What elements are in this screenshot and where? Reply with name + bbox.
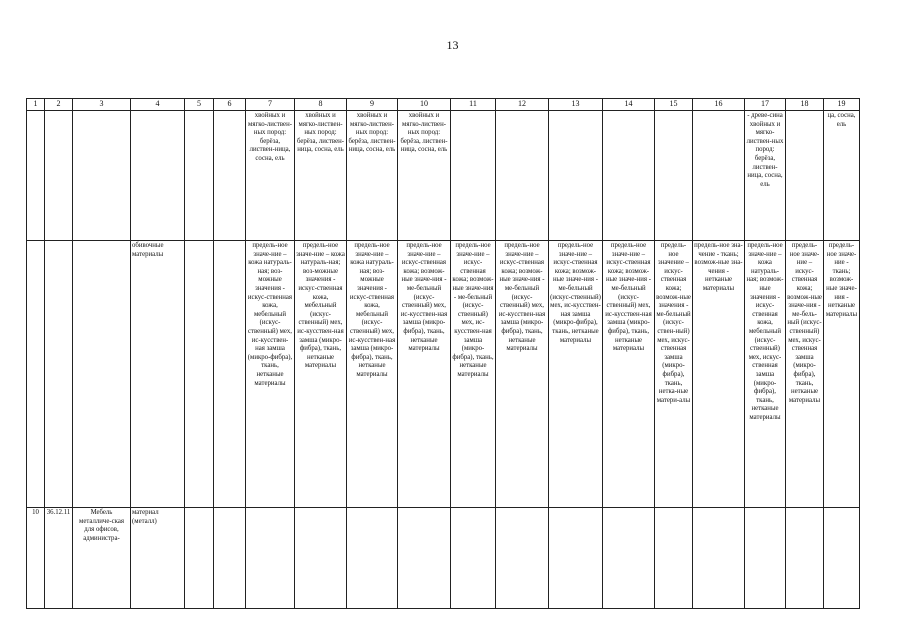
table-cell: материал (металл) [131, 508, 185, 609]
table-cell: предель-ное значе-ние - ткань; возмож-ные значе-ния - нетканые материалы [824, 241, 860, 508]
table-cell [451, 508, 496, 609]
table-cell [655, 508, 693, 609]
column-number: 11 [451, 99, 496, 111]
table-cell [214, 111, 246, 241]
column-number: 7 [246, 99, 295, 111]
table-cell: предель-ное значе-ние – кожа натураль-ная; воз-можные значения - искус-ственная кожа, мебельный (искус-ственный) мех, ис-кусствен-ная замша (микро-фибра), ткань, нетканые материалы [246, 241, 295, 508]
table-cell [246, 508, 295, 609]
table-cell [45, 111, 73, 241]
specification-table [26, 98, 860, 609]
column-number: 10 [398, 99, 451, 111]
header-row [27, 99, 860, 111]
table-cell [347, 508, 398, 609]
table-cell: предель-ное значе-ние – кожа натураль-ная; возмож-ные значения - искус-ственная кожа, мебельный (искус-ственный) мех, искус-ственная замша (микро-фибра), ткань, нетканые материалы [745, 241, 786, 508]
table-cell [131, 111, 185, 241]
table-cell [603, 111, 655, 241]
table-row [27, 111, 860, 241]
table-cell [496, 111, 549, 241]
table-cell: - древе-сина хвойных и мягко-листвен-ных пород: берёза, листвен-ница, сосна, ель [745, 111, 786, 241]
table-cell: предель-ное значе-ние – искус-ственная кожа; возмож-ные значе-ния - ме-бельный (искус-ственный) мех, ис-кусствен-ная замша (микро-фибра), ткань, нетканые материалы [549, 241, 603, 508]
column-number: 14 [603, 99, 655, 111]
table-cell [73, 111, 131, 241]
column-number: 15 [655, 99, 693, 111]
column-number: 17 [745, 99, 786, 111]
table-cell [214, 241, 246, 508]
table-cell [27, 241, 45, 508]
column-number: 5 [185, 99, 214, 111]
table-cell [786, 508, 824, 609]
table-cell: Мебель металличе-ская для офисов, администра- [73, 508, 131, 609]
table-cell: ца, сосна, ель [824, 111, 860, 241]
column-number: 12 [496, 99, 549, 111]
table-cell [73, 241, 131, 508]
table-cell: предель-ное значе-ние – искус-ственная кожа; возмож-ные значе-ния - ме-бельный (искус-ственный) мех, ис-кусствен-ная замша (микро-фибра), ткань, нетканые материалы [603, 241, 655, 508]
table-cell [398, 508, 451, 609]
table-cell [214, 508, 246, 609]
table-cell [693, 508, 745, 609]
table-cell [603, 508, 655, 609]
table-cell: хвойных и мягко-листвен-ных пород: берёза, листвен-ница, сосна, ель [398, 111, 451, 241]
column-number: 13 [549, 99, 603, 111]
column-number: 18 [786, 99, 824, 111]
column-number: 19 [824, 99, 860, 111]
table-row [27, 241, 860, 508]
table-cell [786, 111, 824, 241]
column-number: 6 [214, 99, 246, 111]
column-number: 8 [295, 99, 347, 111]
table-cell [451, 111, 496, 241]
table-row [27, 508, 860, 609]
table-cell: предель-ное значе-ние – кожа натураль-ная; воз-можные значения - искус-ственная кожа, мебельный (искус-ственный) мех, ис-кусствен-ная замша (микро-фибра), ткань, нетканые материалы [347, 241, 398, 508]
table-cell [295, 508, 347, 609]
table-cell [655, 111, 693, 241]
table-cell [27, 111, 45, 241]
table-cell: предель-ное зна-чение - ткань; возмож-ные зна-чения - нетканые материалы [693, 241, 745, 508]
column-number: 9 [347, 99, 398, 111]
table-cell [549, 508, 603, 609]
table-cell: предель-ное значе-ние – искус-ственная кожа; возмож-ные значе-ния - ме-бельный (искус-ственный) мех, ис-кусствен-ная замша (микро-фибра), ткань, нетканые материалы [496, 241, 549, 508]
table-cell: хвойных и мягко-листвен-ных пород: берёза, листвен-ница, сосна, ель [295, 111, 347, 241]
column-number: 16 [693, 99, 745, 111]
table-cell: предель-ное значение – искус-ственная кожа; возмож-ные значения - ме-бельный (искус-ствен-ный) мех, искус-ственная замша (микро-фибра), ткань, нетка-ные матери-алы [655, 241, 693, 508]
table-cell [185, 241, 214, 508]
table-cell [185, 111, 214, 241]
table-cell [496, 508, 549, 609]
table-cell [824, 508, 860, 609]
column-number: 3 [73, 99, 131, 111]
table-cell: предель-ное значе-ние – кожа натураль-ная; воз-можные значения - искус-ственная кожа, мебельный (искус-ственный) мех, ис-кусствен-ная замша (микро-фибра), ткань, нетканые материалы [295, 241, 347, 508]
table-cell: предель-ное значе-ние – искус-ственная кожа; возмож-ные значе-ния - ме-бельный (искус-ственный) мех, ис-кусствен-ная замша (микро-фибра), ткань, нетканые материалы [398, 241, 451, 508]
table-cell: 36.12.11 [45, 508, 73, 609]
table-cell [745, 508, 786, 609]
column-number: 4 [131, 99, 185, 111]
table-cell: хвойных и мягко-листвен-ных пород: берёза, листвен-ница, сосна, ель [347, 111, 398, 241]
table-cell: 10 [27, 508, 45, 609]
table-cell: хвойных и мягко-листвен-ных пород: берёза, листвен-ница, сосна, ель [246, 111, 295, 241]
table-cell [45, 241, 73, 508]
table-cell [693, 111, 745, 241]
table-cell [185, 508, 214, 609]
column-number: 1 [27, 99, 45, 111]
table-cell [549, 111, 603, 241]
table-cell: предель-ное значе-ние – искус-ственная кожа; возмож-ные значе-ния - ме-бельный (искус-ственный) мех, ис-кусствен-ная замша (микро-фибра), ткань, нетканые материалы [451, 241, 496, 508]
table-cell: предель-ное значе-ние – искус-ственная кожа; возмож-ные значе-ния - ме-бель-ный (искус-ственный) мех, искус-ственная замша (микро-фибра), ткань, нетканые материалы [786, 241, 824, 508]
table-cell: обивочные материалы [131, 241, 185, 508]
page-number: 13 [446, 38, 459, 52]
column-number: 2 [45, 99, 73, 111]
